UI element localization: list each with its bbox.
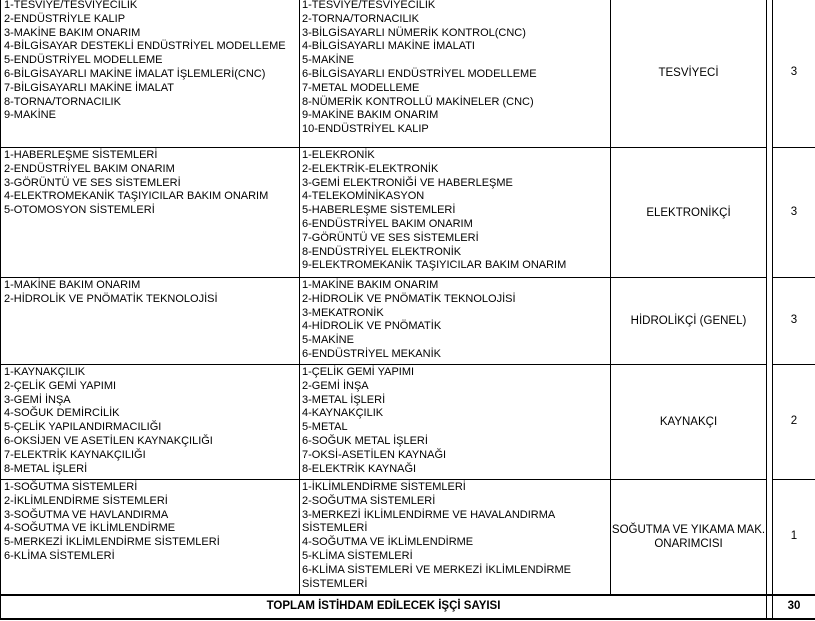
list-item: 1-İKLİMLENDİRME SİSTEMLERİ: [302, 481, 466, 493]
list-item: 7-OKSİ-ASETİLEN KAYNAĞI: [302, 448, 447, 461]
source-programs-cell: [1, 480, 300, 595]
list-item: 2-ENDÜSTRİYEL BAKIM ONARIM: [4, 162, 175, 175]
job-title-cell: ELEKTRONİKÇİ: [611, 148, 767, 278]
list-item: 4-SOĞUTMA VE İKLİMLENDİRME: [4, 522, 176, 535]
list-item: 1-MAKİNE BAKIM ONARIM: [302, 279, 439, 291]
list-item: 8-NÜMERİK KONTROLLÜ MAKİNELER (CNC): [302, 95, 534, 108]
list-item: 2-ENDÜSTRİYLE KALIP: [4, 12, 126, 25]
list-item: 3-GEMİ İNŞA: [4, 393, 71, 406]
list-item: 4-ELEKTROMEKANİK TAŞIYICILAR BAKIM ONARIM: [4, 190, 269, 203]
list-item: 5-ÇELİK YAPILANDIRMACILIĞI: [4, 421, 162, 434]
list-item: 3-SOĞUTMA VE HAVLANDIRMA: [4, 508, 169, 521]
worker-count-cell: 2: [773, 365, 815, 480]
list-item: 5-OTOMOSYON SİSTEMLERİ: [4, 204, 155, 217]
job-title-cell: TESVİYECİ: [611, 0, 767, 148]
job-title-cell: KAYNAKÇI: [611, 365, 767, 480]
list-item: 9-MAKİNE: [4, 109, 56, 122]
source-programs-cell: [1, 148, 300, 278]
total-row: [1, 595, 815, 619]
list-item: 8-ENDÜSTRİYEL ELEKTRONİK: [302, 245, 462, 258]
list-item: 6-ENDÜSTRİYEL BAKIM ONARIM: [302, 217, 473, 230]
list-item: 1-MAKİNE BAKIM ONARIM: [4, 279, 141, 291]
list-item: 2-HİDROLİK VE PNÖMATİK TEKNOLOJİSİ: [4, 292, 218, 305]
related-programs-cell: [300, 480, 611, 595]
list-item: 5-KLİMA SİSTEMLERİ: [302, 549, 413, 562]
worker-count-cell: 3: [773, 278, 815, 365]
list-item: 5-MAKİNE: [302, 334, 354, 347]
list-item: 3-GÖRÜNTÜ VE SES SİSTEMLERİ: [4, 176, 181, 189]
list-item: 5-ENDÜSTRİYEL MODELLEME: [4, 54, 163, 67]
list-item: 4-BİLGİSAYARLI MAKİNE İMALATI: [302, 40, 475, 53]
list-item: 6-BİLGİSAYARLI MAKİNE İMALAT İŞLEMLERİ(CNC): [4, 67, 266, 80]
job-title-cell: SOĞUTMA VE YIKAMA MAK. ONARIMCISI: [611, 480, 767, 595]
source-programs-cell: [1, 365, 300, 480]
list-item: 5-METAL: [302, 421, 348, 434]
list-item: 3-METAL İŞLERİ: [302, 393, 386, 406]
list-item: 9-ELEKTROMEKANİK TAŞIYICILAR BAKIM ONARIM: [302, 259, 567, 272]
list-item: 4-KAYNAKÇILIK: [302, 407, 384, 420]
list-item: 4-TELEKOMİNİKASYON: [302, 190, 425, 203]
list-item: 7-METAL MODELLEME: [302, 81, 420, 94]
table-row-sogutma: [1, 480, 815, 595]
worker-count-cell: 3: [773, 0, 815, 148]
related-programs-cell: [300, 365, 611, 480]
table-row-hidrolikci: [1, 278, 815, 365]
table-row-kaynakci: [1, 365, 815, 480]
list-item: 1-ÇELİK GEMİ YAPIMI: [302, 366, 415, 378]
list-item: 1-ELEKRONİK: [302, 149, 375, 161]
table-row-elektronikci: [1, 148, 815, 278]
list-item: 6-OKSİJEN VE ASETİLEN KAYNAKÇILIĞI: [4, 434, 213, 447]
list-item: 10-ENDÜSTRİYEL KALIP: [302, 123, 429, 136]
list-item: 6-KLİMA SİSTEMLERİ VE MERKEZİ İKLİMLENDİRME SİSTEMLERİ: [302, 563, 571, 590]
list-item: 5-MERKEZİ İKLİMLENDİRME SİSTEMLERİ: [4, 536, 220, 549]
total-value: 30: [773, 595, 815, 619]
job-title-cell: HİDROLİKÇİ (GENEL): [611, 278, 767, 365]
list-item: 2-HİDROLİK VE PNÖMATİK TEKNOLOJİSİ: [302, 292, 516, 305]
list-item: 2-ELEKTRİK-ELEKTRONİK: [302, 162, 439, 175]
list-item: 6-BİLGİSAYARLI ENDÜSTRİYEL MODELLEME: [302, 67, 537, 80]
list-item: 4-HİDROLİK VE PNÖMATİK: [302, 320, 442, 333]
list-item: 3-MEKATRONİK: [302, 306, 384, 319]
list-item: 6-ENDÜSTRİYEL MEKANİK: [302, 347, 441, 360]
related-programs-cell: [300, 0, 611, 148]
list-item: 6-KLİMA SİSTEMLERİ: [4, 549, 115, 562]
list-item: 7-GÖRÜNTÜ VE SES SİSTEMLERİ: [302, 231, 479, 244]
list-item: 3-MERKEZİ İKLİMLENDİRME VE HAVALANDIRMA SİSTEMLERİ: [302, 508, 555, 535]
list-item: 1-SOĞUTMA SİSTEMLERİ: [4, 481, 138, 493]
list-item: 1-TESVİYE/TESVİYECİLİK: [302, 0, 436, 11]
list-item: 4-BİLGİSAYAR DESTEKLİ ENDÜSTRİYEL MODELLEME: [4, 40, 286, 53]
related-programs-cell: [300, 148, 611, 278]
list-item: 1-HABERLEŞME SİSTEMLERİ: [4, 149, 158, 161]
worker-count-cell: 1: [773, 480, 815, 595]
source-programs-cell: [1, 278, 300, 365]
list-item: 2-ÇELİK GEMİ YAPIMI: [4, 379, 117, 392]
list-item: 4-SOĞUK DEMİRCİLİK: [4, 407, 120, 420]
list-item: 5-HABERLEŞME SİSTEMLERİ: [302, 204, 456, 217]
list-item: 1-TESVİYE/TESVİYECİLİK: [4, 0, 138, 11]
list-item: 3-MAKİNE BAKIM ONARIM: [4, 26, 141, 39]
list-item: 7-ELEKTRİK KAYNAKÇILIĞI: [4, 448, 146, 461]
list-item: 8-ELEKTRİK KAYNAĞI: [302, 462, 417, 475]
list-item: 8-METAL İŞLERİ: [4, 462, 88, 475]
list-item: 2-SOĞUTMA SİSTEMLERİ: [302, 494, 436, 507]
list-item: 3-BİLGİSAYARLI NÜMERİK KONTROL(CNC): [302, 26, 526, 39]
list-item: 6-SOĞUK METAL İŞLERİ: [302, 434, 428, 447]
list-item: 8-TORNA/TORNACILIK: [4, 95, 121, 108]
list-item: 9-MAKİNE BAKIM ONARIM: [302, 109, 439, 122]
list-item: 1-KAYNAKÇILIK: [4, 366, 86, 378]
related-programs-cell: [300, 278, 611, 365]
table-row-tesviyeci: [1, 0, 815, 148]
list-item: 3-GEMİ ELEKTRONİĞİ VE HABERLEŞME: [302, 176, 513, 189]
list-item: 7-BİLGİSAYARLI MAKİNE İMALAT: [4, 81, 174, 94]
list-item: 2-TORNA/TORNACILIK: [302, 12, 419, 25]
list-item: 2-İKLİMLENDİRME SİSTEMLERİ: [4, 494, 168, 507]
list-item: 5-MAKİNE: [302, 54, 354, 67]
list-item: 4-SOĞUTMA VE İKLİMLENDİRME: [302, 536, 474, 549]
source-programs-cell: [1, 0, 300, 148]
worker-count-cell: 3: [773, 148, 815, 278]
total-label: TOPLAM İSTİHDAM EDİLECEK İŞÇİ SAYISI: [1, 595, 767, 619]
list-item: 2-GEMİ İNŞA: [302, 379, 369, 392]
